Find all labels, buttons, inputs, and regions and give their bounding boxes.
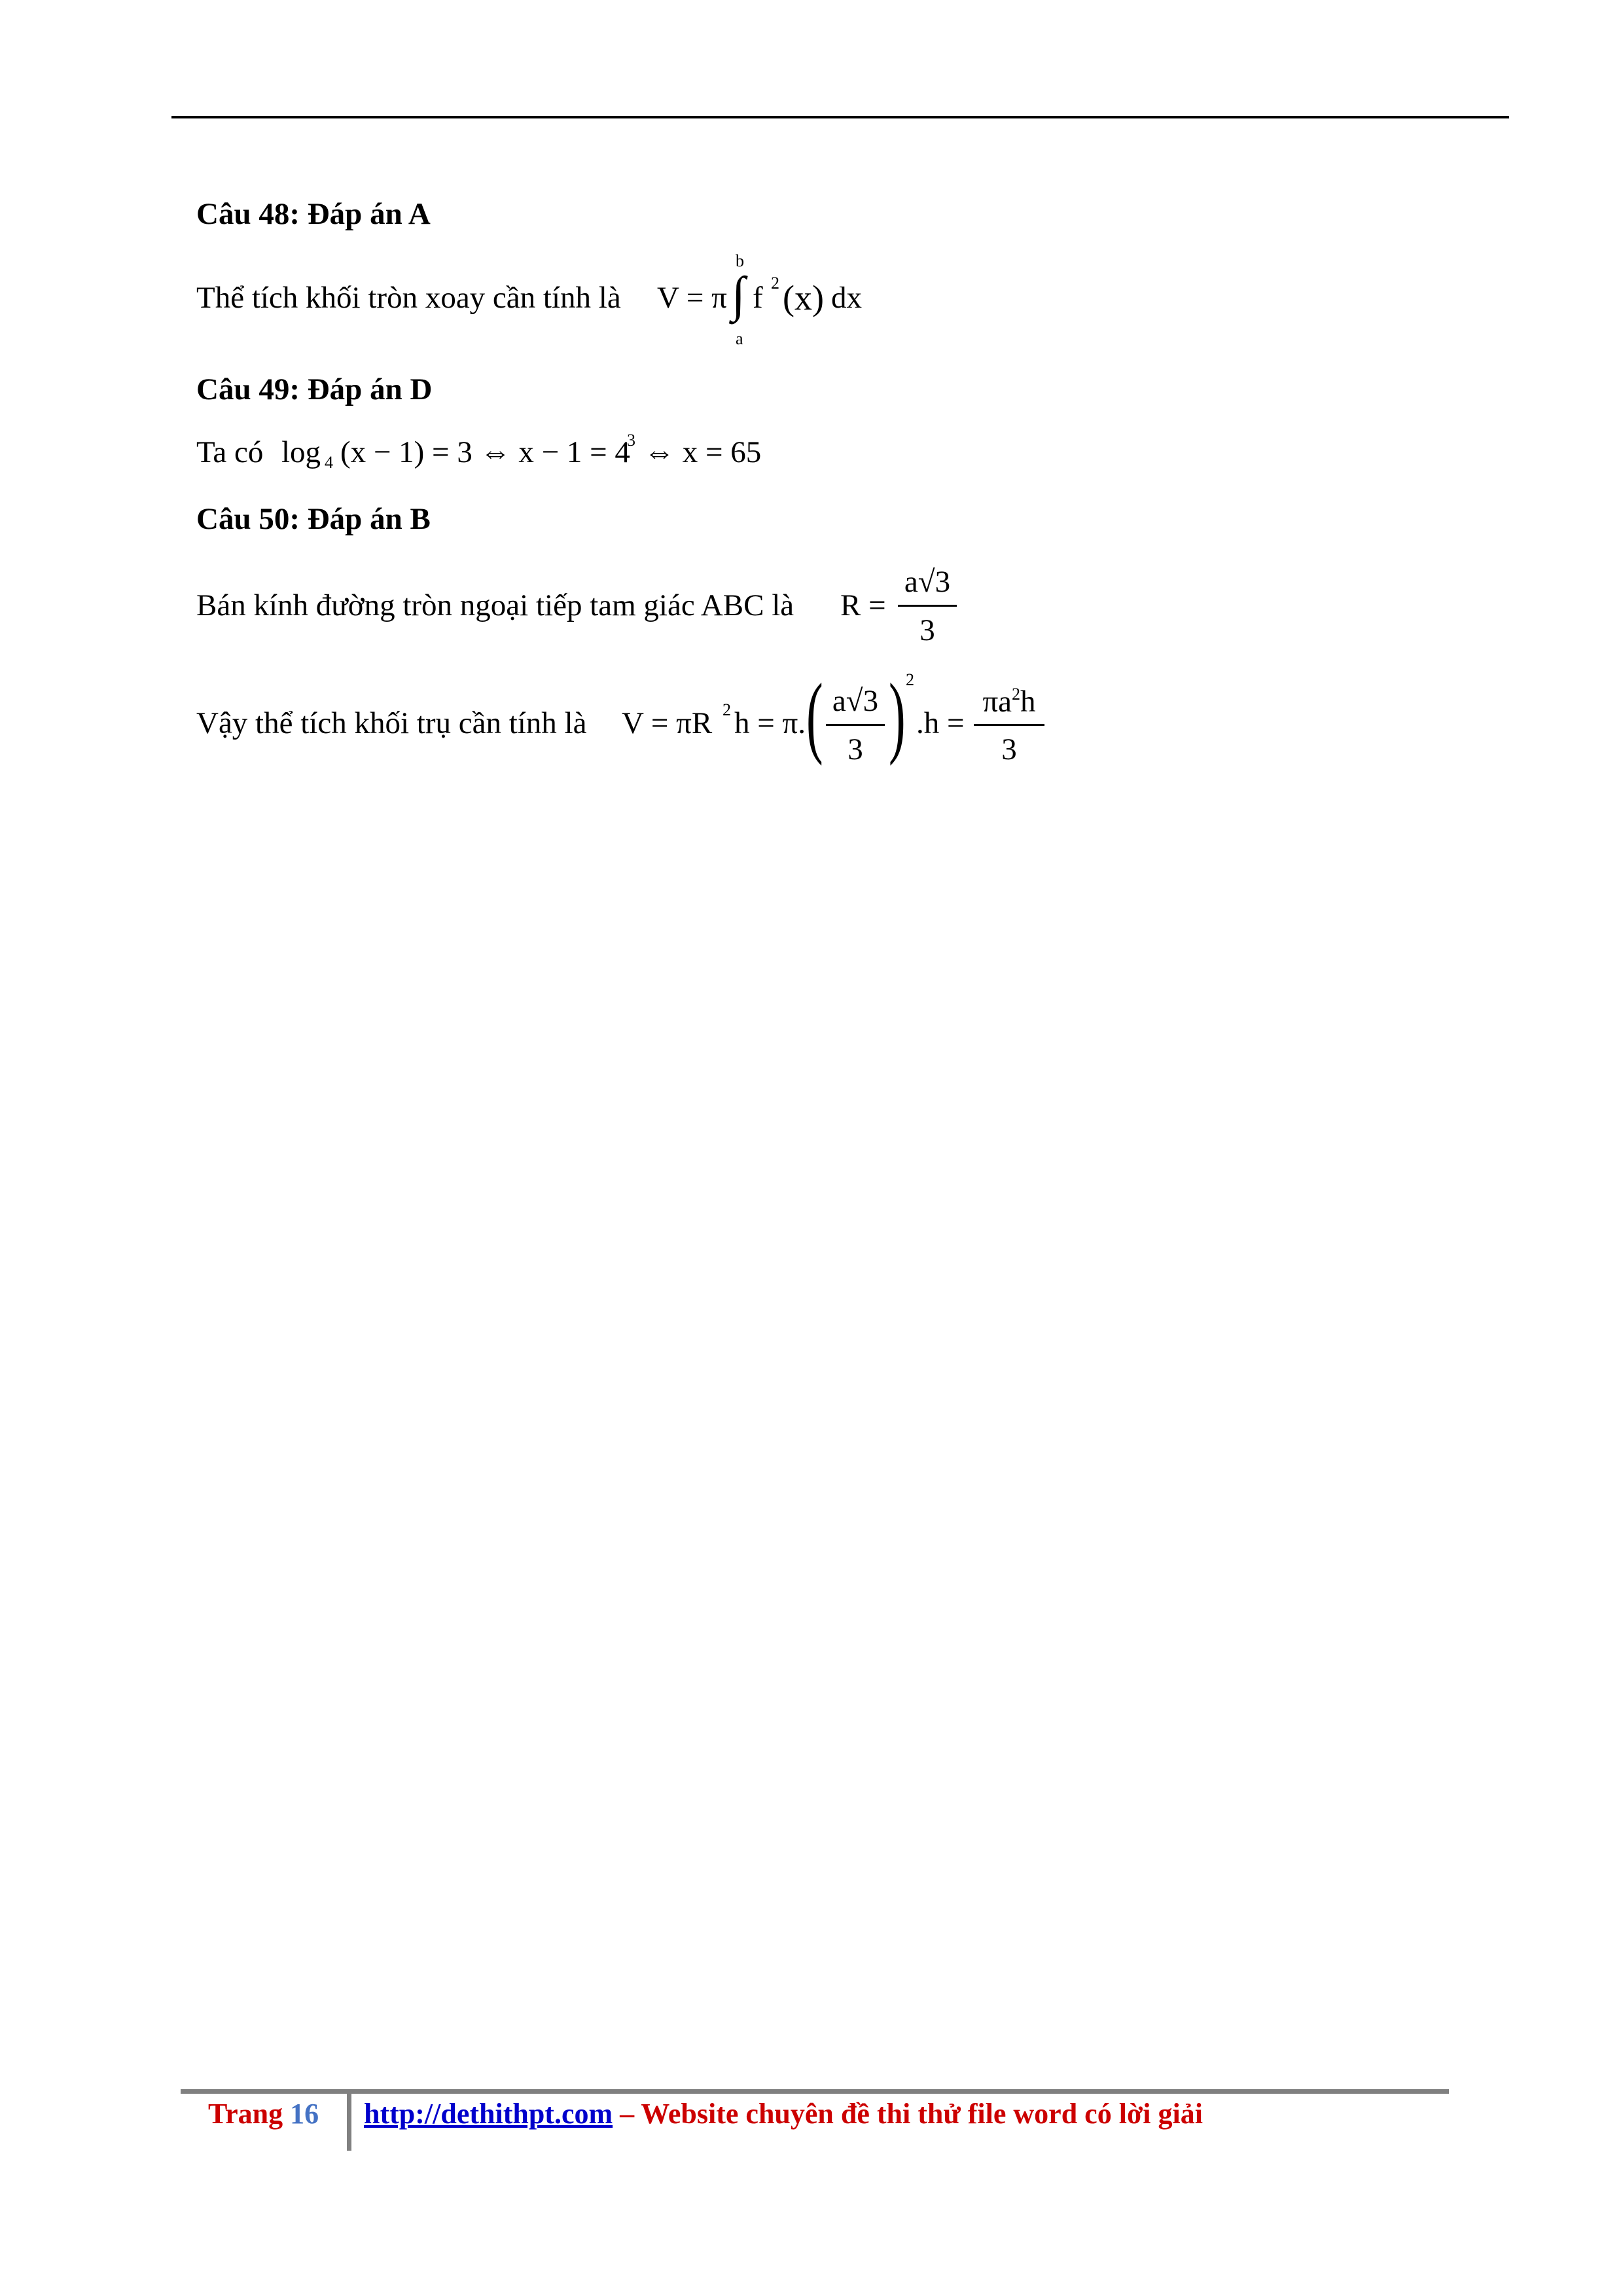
q49-text: Ta có bbox=[196, 435, 264, 469]
header-rule bbox=[171, 116, 1509, 118]
q48-argument: (x) bbox=[783, 278, 824, 317]
q50-volume-lhs: V = πR bbox=[622, 706, 713, 740]
q49-expr2: ⇔ x = 65 bbox=[644, 435, 762, 469]
q50-radius-lhs: R = bbox=[840, 588, 886, 622]
q50-inner-numerator: a√3 bbox=[832, 684, 879, 718]
left-paren-icon: ( bbox=[806, 665, 823, 766]
q50-volume-mid: h = π. bbox=[734, 706, 806, 740]
q48-exponent: 2 bbox=[771, 274, 779, 293]
fraction-bar bbox=[898, 605, 957, 607]
q50-result-denominator: 3 bbox=[1001, 732, 1017, 766]
q48-upper-limit: b bbox=[736, 251, 744, 270]
q49-log: log bbox=[281, 435, 321, 469]
q50-text2: Vậy thể tích khối trụ cần tính là bbox=[196, 706, 587, 740]
q50-square-exponent: 2 bbox=[906, 670, 914, 689]
q48-differential: dx bbox=[831, 281, 862, 315]
q50-result-numerator bbox=[974, 686, 1044, 717]
q48-lhs: V = π bbox=[657, 281, 727, 315]
footer-tagline-text: – Website chuyên đề thi thử file word có lời giải bbox=[613, 2098, 1203, 2130]
q49-expr1: (x − 1) = 3 ⇔ x − 1 = 4 bbox=[340, 435, 630, 469]
footer-link[interactable]: http://dethithpt.com bbox=[364, 2098, 613, 2130]
fraction-bar bbox=[826, 724, 885, 726]
q50-radius-numerator: a√3 bbox=[904, 565, 951, 599]
page-number-value: 16 bbox=[290, 2098, 319, 2130]
right-paren-icon: ) bbox=[889, 665, 906, 766]
q48-text: Thể tích khối tròn xoay cần tính là bbox=[196, 281, 621, 315]
footer-divider bbox=[347, 2092, 351, 2151]
q48-heading: Câu 48: Đáp án A bbox=[196, 197, 431, 231]
q50-times-h: .h = bbox=[916, 706, 965, 740]
q50-result-pi-a: πa bbox=[982, 685, 1012, 719]
q50-volume-exponent: 2 bbox=[722, 700, 731, 719]
q48-lower-limit: a bbox=[736, 329, 743, 348]
q50-heading: Câu 50: Đáp án B bbox=[196, 502, 431, 536]
integral-sign-icon: ∫ bbox=[732, 267, 745, 322]
footer-tagline bbox=[364, 2097, 1203, 2130]
footer-rule bbox=[181, 2089, 1449, 2094]
q50-text1: Bán kính đường tròn ngoại tiếp tam giác ABC là bbox=[196, 588, 794, 622]
page-number bbox=[208, 2097, 319, 2130]
fraction-bar bbox=[974, 724, 1044, 726]
page-label: Trang bbox=[208, 2098, 283, 2130]
q50-inner-denominator: 3 bbox=[847, 732, 863, 766]
q50-radius-denominator: 3 bbox=[919, 613, 935, 647]
q50-result-h: h bbox=[1020, 685, 1036, 719]
q49-heading: Câu 49: Đáp án D bbox=[196, 372, 433, 406]
q49-exponent: 3 bbox=[627, 431, 635, 450]
q49-log-base: 4 bbox=[325, 453, 333, 472]
q48-integrand: f bbox=[753, 281, 763, 315]
q50-result-exponent: 2 bbox=[1012, 685, 1021, 704]
